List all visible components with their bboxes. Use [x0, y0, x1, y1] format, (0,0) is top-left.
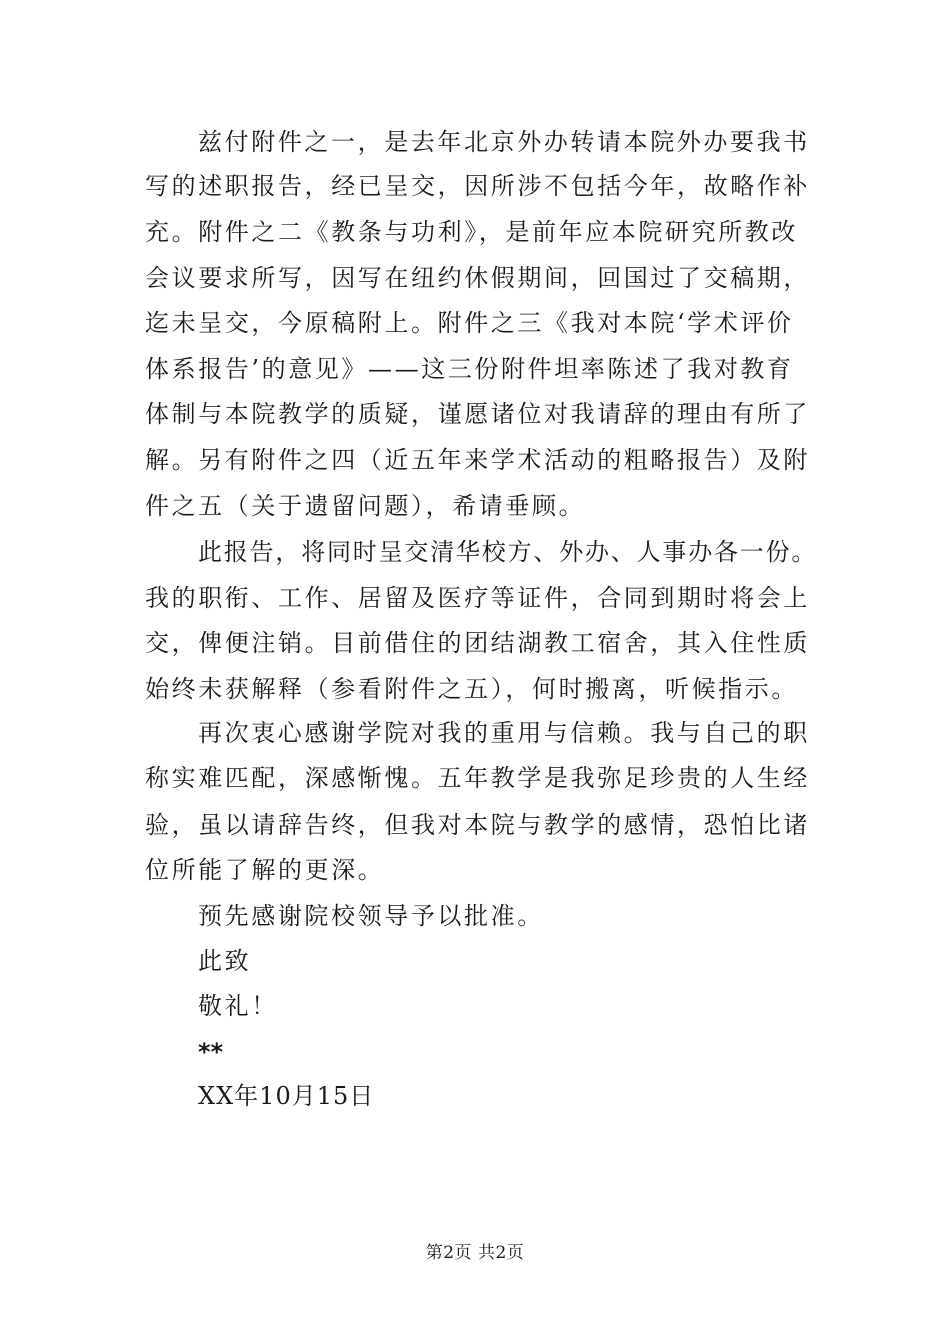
- closing-regards: 敬礼！: [198, 992, 278, 1020]
- text-line-14: 再次衷心感谢学院对我的重用与信赖。我与自己的职: [198, 719, 810, 747]
- text-line-7: 体制与本院教学的质疑，谨愿诸位对我请辞的理由有所了: [145, 400, 810, 428]
- text-line-9: 件之五（关于遗留问题），希请垂顾。: [145, 492, 586, 520]
- text-line-4: 会议要求所写，因写在纽约休假期间，回国过了交稿期，: [145, 264, 810, 292]
- signature-mark: **: [198, 1038, 224, 1066]
- date-line: XX年10月15日: [198, 1082, 375, 1110]
- text-line-5: 迄未呈交，今原稿附上。附件之三《我对本院‘学术评价: [145, 309, 794, 337]
- text-line-10: 此报告，将同时呈交清华校方、外办、人事办各一份。: [198, 538, 818, 566]
- text-line-1: 兹付附件之一，是去年北京外办转请本院外办要我书: [198, 128, 810, 156]
- text-line-12: 交，俾便注销。目前借住的团结湖教工宿舍，其入住性质: [145, 629, 810, 657]
- page-number-footer: 第2页 共2页: [425, 1243, 525, 1263]
- text-line-8: 解。另有附件之四（近五年来学术活动的粗略报告）及附: [145, 446, 810, 474]
- text-line-16: 验，虽以请辞告终，但我对本院与教学的感情，恐怕比诸: [145, 811, 810, 839]
- text-line-3: 充。附件之二《教条与功利》，是前年应本院研究所教改: [145, 218, 798, 246]
- text-line-2: 写的述职报告，经已呈交，因所涉不包括今年，故略作补: [145, 172, 810, 200]
- text-line-6: 体系报告’的意见》——这三份附件坦率陈述了我对教育: [145, 355, 794, 383]
- text-line-18: 预先感谢院校领导予以批准。: [198, 902, 544, 930]
- closing-salutation: 此致: [198, 947, 252, 975]
- text-line-11: 我的职衔、工作、居留及医疗等证件，合同到期时将会上: [145, 584, 810, 612]
- text-line-15: 称实难匹配，深感惭愧。五年教学是我弥足珍贵的人生经: [145, 764, 810, 792]
- text-line-17: 位所能了解的更深。: [145, 856, 385, 884]
- text-line-13: 始终未获解释（参看附件之五），何时搬离，听候指示。: [145, 675, 798, 703]
